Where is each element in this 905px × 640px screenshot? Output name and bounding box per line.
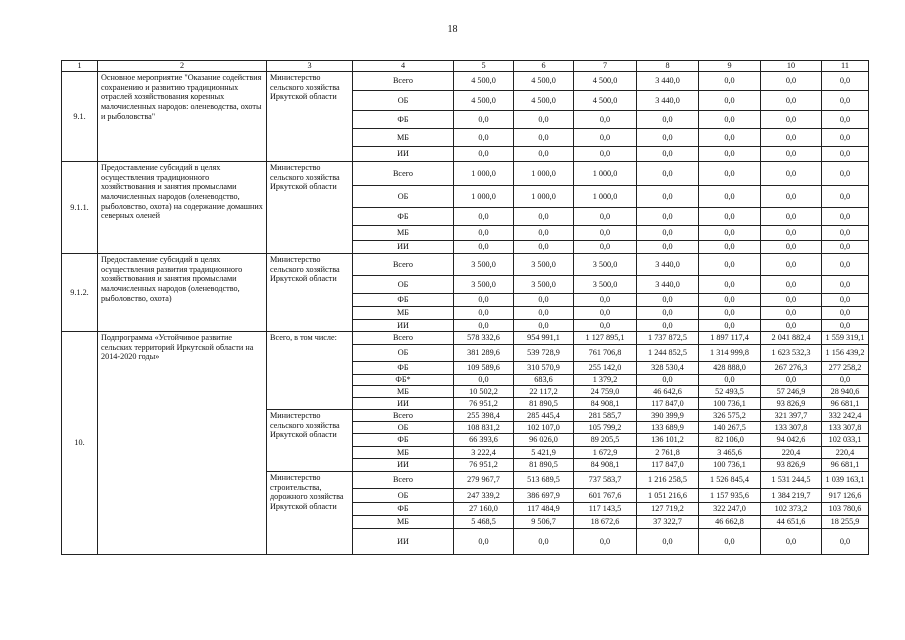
amount-cell: 1 051 216,6	[637, 489, 699, 503]
amount-cell: 18 672,6	[574, 516, 637, 529]
amount-cell: 281 585,7	[574, 410, 637, 422]
amount-cell: 0,0	[822, 111, 869, 129]
amount-cell: 3 500,0	[454, 276, 514, 294]
amount-cell: 3 500,0	[514, 254, 574, 276]
funding-source: ИИ	[353, 147, 454, 162]
amount-cell: 108 831,2	[454, 422, 514, 434]
funding-source: МБ	[353, 226, 454, 241]
amount-cell: 0,0	[514, 147, 574, 162]
funding-source: ФБ	[353, 503, 454, 516]
amount-cell: 255 398,4	[454, 410, 514, 422]
amount-cell: 0,0	[822, 226, 869, 241]
amount-cell: 0,0	[637, 226, 699, 241]
amount-cell: 390 399,9	[637, 410, 699, 422]
amount-cell: 0,0	[822, 208, 869, 226]
amount-cell: 0,0	[574, 529, 637, 555]
amount-cell: 3 500,0	[514, 276, 574, 294]
item-number: 9.1.2.	[62, 254, 98, 332]
amount-cell: 0,0	[699, 276, 761, 294]
amount-cell: 0,0	[699, 226, 761, 241]
header-cell: 1	[62, 61, 98, 72]
amount-cell: 0,0	[822, 129, 869, 147]
amount-cell: 0,0	[822, 162, 869, 186]
amount-cell: 4 500,0	[454, 91, 514, 111]
header-cell: 6	[514, 61, 574, 72]
amount-cell: 0,0	[761, 307, 822, 320]
amount-cell: 96 026,0	[514, 434, 574, 447]
amount-cell: 0,0	[574, 320, 637, 332]
amount-cell: 102 373,2	[761, 503, 822, 516]
amount-cell: 109 589,6	[454, 362, 514, 375]
amount-cell: 0,0	[637, 375, 699, 386]
amount-cell: 0,0	[761, 276, 822, 294]
funding-source: ИИ	[353, 459, 454, 472]
amount-cell: 0,0	[637, 529, 699, 555]
amount-cell: 0,0	[822, 91, 869, 111]
amount-cell: 44 651,6	[761, 516, 822, 529]
amount-cell: 0,0	[514, 111, 574, 129]
amount-cell: 601 767,6	[574, 489, 637, 503]
amount-cell: 255 142,0	[574, 362, 637, 375]
amount-cell: 539 728,9	[514, 345, 574, 362]
amount-cell: 386 697,9	[514, 489, 574, 503]
amount-cell: 103 780,6	[822, 503, 869, 516]
amount-cell: 917 126,6	[822, 489, 869, 503]
amount-cell: 1 526 845,4	[699, 472, 761, 489]
amount-cell: 76 951,2	[454, 398, 514, 410]
amount-cell: 1 000,0	[454, 162, 514, 186]
amount-cell: 4 500,0	[514, 91, 574, 111]
header-cell: 4	[353, 61, 454, 72]
amount-cell: 0,0	[454, 111, 514, 129]
amount-cell: 0,0	[761, 241, 822, 254]
amount-cell: 4 500,0	[454, 72, 514, 91]
amount-cell: 321 397,7	[761, 410, 822, 422]
amount-cell: 1 379,2	[574, 375, 637, 386]
funding-source: Всего	[353, 72, 454, 91]
item-number: 10.	[62, 332, 98, 555]
amount-cell: 513 689,5	[514, 472, 574, 489]
amount-cell: 0,0	[514, 208, 574, 226]
amount-cell: 0,0	[699, 254, 761, 276]
amount-cell: 0,0	[637, 111, 699, 129]
amount-cell: 0,0	[514, 241, 574, 254]
amount-cell: 279 967,7	[454, 472, 514, 489]
amount-cell: 1 000,0	[574, 162, 637, 186]
amount-cell: 93 826,9	[761, 398, 822, 410]
amount-cell: 0,0	[699, 529, 761, 555]
amount-cell: 0,0	[822, 276, 869, 294]
amount-cell: 0,0	[699, 186, 761, 208]
amount-cell: 0,0	[637, 241, 699, 254]
amount-cell: 285 445,4	[514, 410, 574, 422]
amount-cell: 0,0	[822, 294, 869, 307]
amount-cell: 1 559 319,1	[822, 332, 869, 345]
amount-cell: 0,0	[637, 129, 699, 147]
amount-cell: 4 500,0	[514, 72, 574, 91]
amount-cell: 0,0	[514, 129, 574, 147]
amount-cell: 117 484,9	[514, 503, 574, 516]
amount-cell: 267 276,3	[761, 362, 822, 375]
header-cell: 10	[761, 61, 822, 72]
amount-cell: 5 468,5	[454, 516, 514, 529]
executor: Министерство сельского хозяйства Иркутской области	[267, 410, 353, 472]
amount-cell: 0,0	[822, 186, 869, 208]
amount-cell: 0,0	[761, 529, 822, 555]
amount-cell: 1 623 532,3	[761, 345, 822, 362]
amount-cell: 0,0	[761, 72, 822, 91]
amount-cell: 0,0	[822, 320, 869, 332]
amount-cell: 0,0	[822, 529, 869, 555]
table-row	[62, 332, 869, 345]
amount-cell: 24 759,0	[574, 386, 637, 398]
amount-cell: 46 642,6	[637, 386, 699, 398]
amount-cell: 3 465,6	[699, 447, 761, 459]
funding-source: ОБ	[353, 276, 454, 294]
header-cell: 2	[98, 61, 267, 72]
amount-cell: 0,0	[699, 129, 761, 147]
header-cell: 9	[699, 61, 761, 72]
amount-cell: 84 908,1	[574, 459, 637, 472]
amount-cell: 100 736,1	[699, 459, 761, 472]
amount-cell: 93 826,9	[761, 459, 822, 472]
amount-cell: 82 106,0	[699, 434, 761, 447]
amount-cell: 761 706,8	[574, 345, 637, 362]
amount-cell: 0,0	[761, 91, 822, 111]
amount-cell: 102 033,1	[822, 434, 869, 447]
amount-cell: 84 908,1	[574, 398, 637, 410]
amount-cell: 0,0	[637, 147, 699, 162]
amount-cell: 76 951,2	[454, 459, 514, 472]
amount-cell: 52 493,5	[699, 386, 761, 398]
funding-source: Всего	[353, 472, 454, 489]
amount-cell: 0,0	[454, 241, 514, 254]
item-title: Предоставление субсидий в целях осуществления традиционного хозяйствования и занятия промыслами малочисленных народов (оленеводство, рыболовство, охота) на содержание домашних северных оленей	[98, 162, 267, 254]
amount-cell: 133 689,9	[637, 422, 699, 434]
amount-cell: 220,4	[822, 447, 869, 459]
amount-cell: 117 847,0	[637, 459, 699, 472]
amount-cell: 0,0	[699, 208, 761, 226]
amount-cell: 1 000,0	[514, 162, 574, 186]
amount-cell: 0,0	[637, 294, 699, 307]
header-cell: 11	[822, 61, 869, 72]
amount-cell: 0,0	[761, 320, 822, 332]
amount-cell: 46 662,8	[699, 516, 761, 529]
amount-cell: 0,0	[699, 307, 761, 320]
funding-source: ОБ	[353, 489, 454, 503]
funding-source: ОБ	[353, 186, 454, 208]
amount-cell: 0,0	[514, 307, 574, 320]
funding-source: ОБ	[353, 345, 454, 362]
header-cell: 5	[454, 61, 514, 72]
amount-cell: 3 440,0	[637, 91, 699, 111]
amount-cell: 0,0	[699, 162, 761, 186]
funding-source: Всего	[353, 162, 454, 186]
amount-cell: 96 681,1	[822, 398, 869, 410]
amount-cell: 310 570,9	[514, 362, 574, 375]
amount-cell: 136 101,2	[637, 434, 699, 447]
amount-cell: 332 242,4	[822, 410, 869, 422]
amount-cell: 1 314 999,8	[699, 345, 761, 362]
amount-cell: 0,0	[822, 254, 869, 276]
amount-cell: 0,0	[699, 111, 761, 129]
amount-cell: 247 339,2	[454, 489, 514, 503]
amount-cell: 0,0	[454, 375, 514, 386]
amount-cell: 0,0	[637, 307, 699, 320]
amount-cell: 0,0	[822, 241, 869, 254]
amount-cell: 277 258,2	[822, 362, 869, 375]
item-title: Подпрограмма «Устойчивое развитие сельских территорий Иркутской области на 2014-2020 годы»	[98, 332, 267, 555]
amount-cell: 0,0	[699, 320, 761, 332]
funding-source: Всего	[353, 332, 454, 345]
amount-cell: 3 440,0	[637, 72, 699, 91]
amount-cell: 117 847,0	[637, 398, 699, 410]
amount-cell: 18 255,9	[822, 516, 869, 529]
amount-cell: 578 332,6	[454, 332, 514, 345]
funding-source: ИИ	[353, 241, 454, 254]
amount-cell: 10 502,2	[454, 386, 514, 398]
amount-cell: 0,0	[637, 162, 699, 186]
amount-cell: 0,0	[761, 186, 822, 208]
page-number: 18	[447, 24, 458, 35]
funding-source: ИИ	[353, 398, 454, 410]
amount-cell: 0,0	[699, 241, 761, 254]
executor: Министерство строительства, дорожного хозяйства Иркутской области	[267, 472, 353, 555]
amount-cell: 1 384 219,7	[761, 489, 822, 503]
funding-source: ФБ	[353, 208, 454, 226]
amount-cell: 0,0	[761, 294, 822, 307]
amount-cell: 3 500,0	[574, 276, 637, 294]
executor: Министерство сельского хозяйства Иркутской области	[267, 72, 353, 162]
amount-cell: 0,0	[574, 111, 637, 129]
amount-cell: 737 583,7	[574, 472, 637, 489]
amount-cell: 1 157 935,6	[699, 489, 761, 503]
item-title: Предоставление субсидий в целях осуществления развития традиционного хозяйствования и занятия промыслами малочисленных народов (оленеводство, рыболовство, охота)	[98, 254, 267, 332]
funding-source: ИИ	[353, 320, 454, 332]
amount-cell: 0,0	[514, 294, 574, 307]
amount-cell: 1 216 258,5	[637, 472, 699, 489]
amount-cell: 326 575,2	[699, 410, 761, 422]
amount-cell: 0,0	[454, 529, 514, 555]
amount-cell: 0,0	[574, 208, 637, 226]
amount-cell: 127 719,2	[637, 503, 699, 516]
amount-cell: 22 117,2	[514, 386, 574, 398]
amount-cell: 140 267,5	[699, 422, 761, 434]
amount-cell: 3 500,0	[574, 254, 637, 276]
amount-cell: 28 940,6	[822, 386, 869, 398]
amount-cell: 37 322,7	[637, 516, 699, 529]
amount-cell: 1 531 244,5	[761, 472, 822, 489]
amount-cell: 3 222,4	[454, 447, 514, 459]
amount-cell: 0,0	[637, 186, 699, 208]
amount-cell: 0,0	[637, 320, 699, 332]
funding-source: МБ	[353, 386, 454, 398]
executor: Министерство сельского хозяйства Иркутской области	[267, 254, 353, 332]
funding-source: ОБ	[353, 422, 454, 434]
amount-cell: 0,0	[637, 208, 699, 226]
amount-cell: 0,0	[514, 320, 574, 332]
amount-cell: 4 500,0	[574, 72, 637, 91]
amount-cell: 0,0	[761, 129, 822, 147]
amount-cell: 96 681,1	[822, 459, 869, 472]
amount-cell: 0,0	[699, 72, 761, 91]
amount-cell: 0,0	[822, 147, 869, 162]
amount-cell: 1 000,0	[454, 186, 514, 208]
amount-cell: 66 393,6	[454, 434, 514, 447]
amount-cell: 0,0	[699, 147, 761, 162]
header-cell: 7	[574, 61, 637, 72]
amount-cell: 133 307,8	[761, 422, 822, 434]
amount-cell: 0,0	[454, 294, 514, 307]
amount-cell: 81 890,5	[514, 459, 574, 472]
funding-source: ФБ	[353, 111, 454, 129]
amount-cell: 1 000,0	[514, 186, 574, 208]
budget-table	[61, 60, 869, 555]
amount-cell: 0,0	[822, 375, 869, 386]
funding-source: ФБ	[353, 434, 454, 447]
amount-cell: 3 440,0	[637, 254, 699, 276]
amount-cell: 0,0	[761, 226, 822, 241]
item-number: 9.1.	[62, 72, 98, 162]
amount-cell: 3 440,0	[637, 276, 699, 294]
amount-cell: 133 307,8	[822, 422, 869, 434]
amount-cell: 0,0	[822, 307, 869, 320]
amount-cell: 102 107,0	[514, 422, 574, 434]
amount-cell: 0,0	[574, 226, 637, 241]
header-cell: 8	[637, 61, 699, 72]
item-number: 9.1.1.	[62, 162, 98, 254]
amount-cell: 1 244 852,5	[637, 345, 699, 362]
funding-source: Всего	[353, 410, 454, 422]
amount-cell: 89 205,5	[574, 434, 637, 447]
amount-cell: 0,0	[822, 72, 869, 91]
amount-cell: 3 500,0	[454, 254, 514, 276]
amount-cell: 94 042,6	[761, 434, 822, 447]
amount-cell: 0,0	[761, 375, 822, 386]
amount-cell: 57 246,9	[761, 386, 822, 398]
amount-cell: 428 888,0	[699, 362, 761, 375]
funding-source: ФБ	[353, 294, 454, 307]
amount-cell: 1 672,9	[574, 447, 637, 459]
amount-cell: 0,0	[699, 375, 761, 386]
amount-cell: 1 127 895,1	[574, 332, 637, 345]
amount-cell: 1 897 117,4	[699, 332, 761, 345]
funding-source: Всего	[353, 254, 454, 276]
funding-source: ФБ	[353, 362, 454, 375]
amount-cell: 0,0	[454, 129, 514, 147]
amount-cell: 2 761,8	[637, 447, 699, 459]
amount-cell: 954 991,1	[514, 332, 574, 345]
item-title: Основное мероприятие "Оказание содействия сохранению и развитию традиционных отраслей хозяйствования коренных малочисленных народов: оленеводства, охоты и рыболовства"	[98, 72, 267, 162]
amount-cell: 0,0	[699, 294, 761, 307]
amount-cell: 0,0	[514, 529, 574, 555]
amount-cell: 0,0	[761, 254, 822, 276]
amount-cell: 1 737 872,5	[637, 332, 699, 345]
amount-cell: 9 506,7	[514, 516, 574, 529]
table-row	[62, 254, 869, 276]
amount-cell: 0,0	[574, 129, 637, 147]
amount-cell: 117 143,5	[574, 503, 637, 516]
amount-cell: 105 799,2	[574, 422, 637, 434]
amount-cell: 2 041 882,4	[761, 332, 822, 345]
amount-cell: 322 247,0	[699, 503, 761, 516]
funding-source: ИИ	[353, 529, 454, 555]
amount-cell: 0,0	[454, 307, 514, 320]
amount-cell: 0,0	[574, 294, 637, 307]
amount-cell: 0,0	[454, 320, 514, 332]
funding-source: МБ	[353, 129, 454, 147]
amount-cell: 683,6	[514, 375, 574, 386]
amount-cell: 0,0	[761, 111, 822, 129]
amount-cell: 100 736,1	[699, 398, 761, 410]
amount-cell: 220,4	[761, 447, 822, 459]
amount-cell: 1 039 163,1	[822, 472, 869, 489]
amount-cell: 5 421,9	[514, 447, 574, 459]
amount-cell: 0,0	[454, 208, 514, 226]
executor: Министерство сельского хозяйства Иркутской области	[267, 162, 353, 254]
amount-cell: 1 000,0	[574, 186, 637, 208]
table-row	[62, 162, 869, 186]
amount-cell: 0,0	[761, 208, 822, 226]
header-row	[62, 61, 869, 72]
amount-cell: 0,0	[574, 147, 637, 162]
amount-cell: 0,0	[454, 226, 514, 241]
amount-cell: 0,0	[761, 162, 822, 186]
amount-cell: 27 160,0	[454, 503, 514, 516]
header-cell: 3	[267, 61, 353, 72]
amount-cell: 0,0	[699, 91, 761, 111]
amount-cell: 0,0	[454, 147, 514, 162]
amount-cell: 0,0	[761, 147, 822, 162]
table-row	[62, 72, 869, 91]
funding-source: ФБ*	[353, 375, 454, 386]
amount-cell: 1 156 439,2	[822, 345, 869, 362]
funding-source: МБ	[353, 516, 454, 529]
amount-cell: 0,0	[574, 307, 637, 320]
amount-cell: 328 530,4	[637, 362, 699, 375]
funding-source: МБ	[353, 307, 454, 320]
amount-cell: 381 289,6	[454, 345, 514, 362]
amount-cell: 0,0	[574, 241, 637, 254]
executor: Всего, в том числе:	[267, 332, 353, 410]
amount-cell: 0,0	[514, 226, 574, 241]
amount-cell: 4 500,0	[574, 91, 637, 111]
funding-source: МБ	[353, 447, 454, 459]
amount-cell: 81 890,5	[514, 398, 574, 410]
funding-source: ОБ	[353, 91, 454, 111]
